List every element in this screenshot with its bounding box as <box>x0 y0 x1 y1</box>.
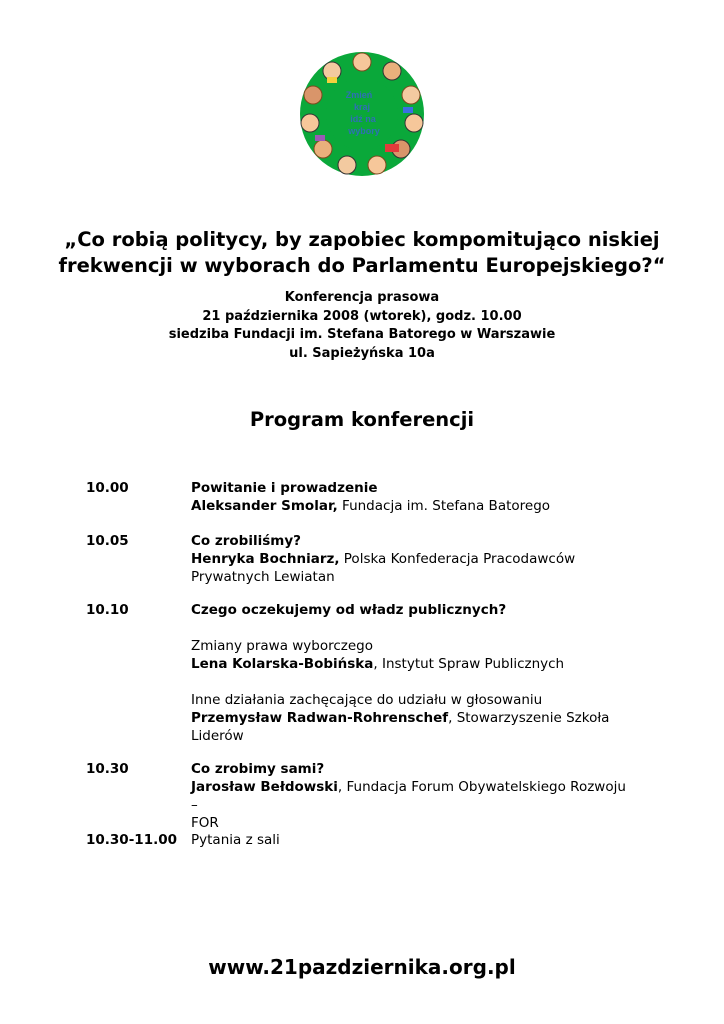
program-heading: Program konferencji <box>249 408 475 431</box>
speaker-organization: Polska Konfederacja Pracodawców <box>339 551 576 567</box>
speaker-name: Lena Kolarska-Bobińska <box>191 656 374 672</box>
info-line-type: Konferencja prasowa <box>284 290 440 305</box>
logo-text-line-2: kraj <box>353 102 371 112</box>
program-time: 10.10 <box>86 602 129 618</box>
logo-text-line-3: idź na <box>350 114 376 124</box>
info-line-date: 21 października 2008 (wtorek), godz. 10.00 <box>202 308 522 324</box>
speaker-organization-cont: FOR <box>191 815 219 831</box>
sub-topic: Zmiany prawa wyborczego <box>191 638 374 654</box>
sub-topic: Inne działania zachęcające do udziału w głosowaniu <box>191 692 543 708</box>
title-line-2: frekwencji w wyborach do Parlamentu Europejskiego?“ <box>58 254 666 277</box>
logo-text-line-4: wybory <box>348 126 380 136</box>
speaker-organization-cont: Prywatnych Lewiatan <box>191 569 335 585</box>
campaign-logo <box>299 51 425 177</box>
speaker-name: Henryka Bochniarz, <box>191 551 340 567</box>
document-title <box>40 227 684 279</box>
info-line-venue: siedziba Fundacji im. Stefana Batorego w Warszawie <box>168 327 556 342</box>
info-line-address: ul. Sapieżyńska 10a <box>289 345 435 361</box>
program-time: 10.05 <box>86 533 129 549</box>
program-item-title: Powitanie i prowadzenie <box>191 480 378 496</box>
conference-info <box>40 289 684 363</box>
speaker-organization: , Instytut Spraw Publicznych <box>373 656 565 672</box>
speaker-organization: , Stowarzyszenie Szkoła <box>448 710 610 726</box>
program-item-title: Co zrobiliśmy? <box>191 533 301 549</box>
website-url: www.21pazdziernika.org.pl <box>208 955 516 979</box>
program-time: 10.00 <box>86 480 129 496</box>
program-item-title: Co zrobimy sami? <box>191 761 325 777</box>
program-time: 10.30 <box>86 761 129 777</box>
program-item-text: Pytania z sali <box>191 832 280 848</box>
speaker-name: Aleksander Smolar, <box>191 498 338 514</box>
logo-text-line-1: Zmień <box>345 90 373 100</box>
speaker-organization: Fundacja im. Stefana Batorego <box>337 498 551 514</box>
speaker-organization-cont: Liderów <box>191 728 244 744</box>
speaker-name: Jarosław Bełdowski <box>191 779 338 795</box>
program-item-title: Czego oczekujemy od władz publicznych? <box>191 602 507 618</box>
speaker-name: Przemysław Radwan-Rohrenschef <box>191 710 449 726</box>
speaker-organization: , Fundacja Forum Obywatelskiego Rozwoju – <box>191 779 626 813</box>
title-line-1: „Co robią politycy, by zapobiec kompomitująco niskiej <box>64 228 660 251</box>
program-time: 10.30-11.00 <box>86 832 178 848</box>
